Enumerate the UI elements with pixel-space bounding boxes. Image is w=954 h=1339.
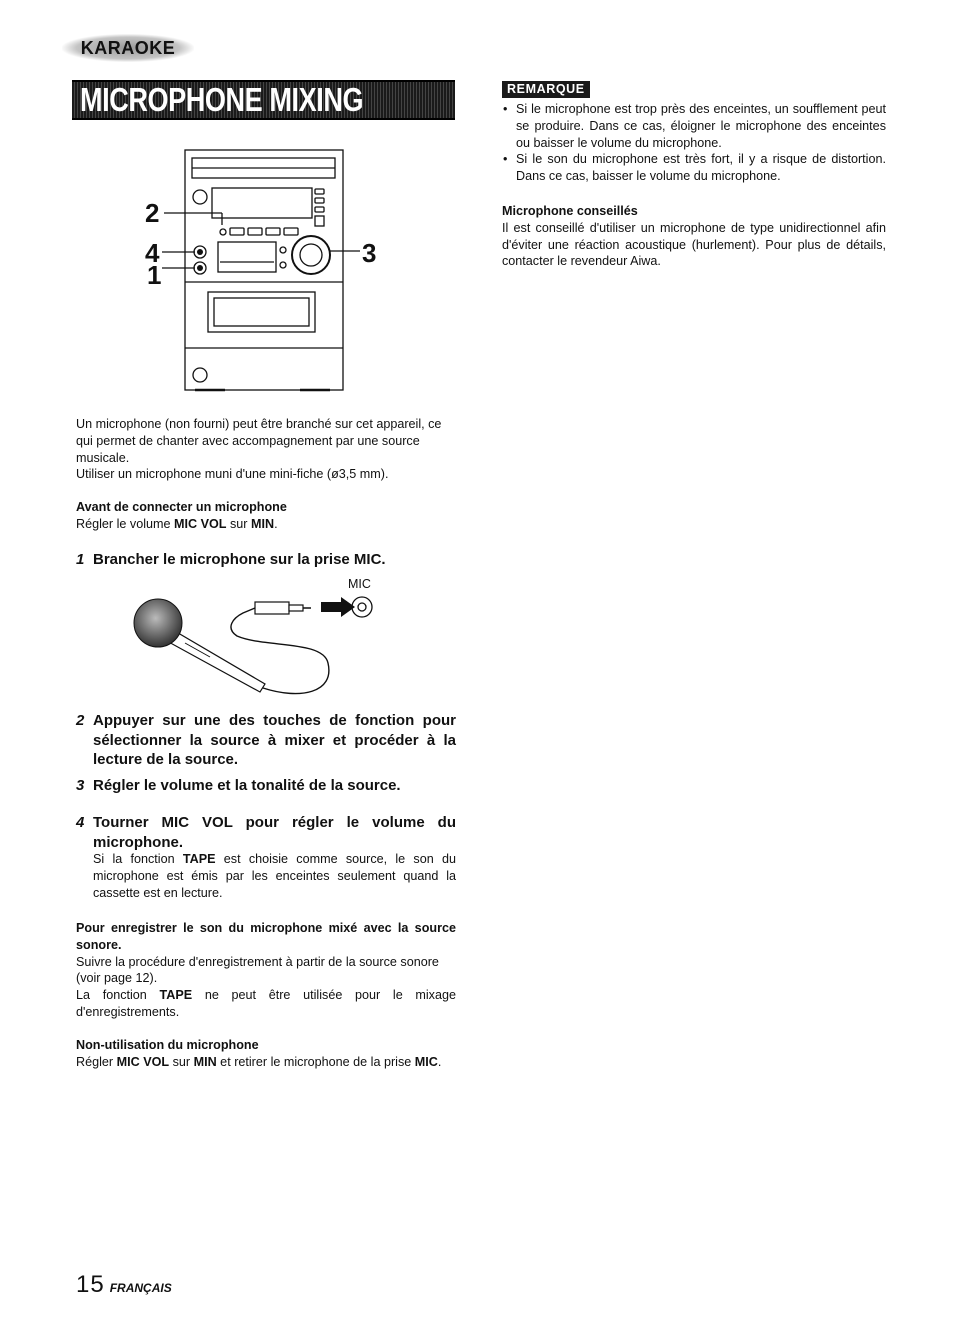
callout-2: 2 [145,198,160,228]
section-tag: KARAOKE [62,34,194,62]
cassette-deck [218,242,276,272]
mic-grille [134,599,182,647]
display-window [212,188,312,218]
record-heading: Pour enregistrer le son du microphone mixé avec la source sonore. [76,921,456,952]
power-button [193,190,207,204]
page-number: 15 [76,1271,105,1298]
language-label: FRANÇAIS [109,1281,172,1295]
callout-3: 3 [362,238,377,268]
callout-4: 4 [145,238,160,268]
intro-paragraph: Un microphone (non fourni) peut être branché sur cet appareil, ce qui permet de chanter avec accompagnement par une source musicale. [76,417,442,465]
unit-body [185,150,343,390]
title-bar [72,80,455,120]
recommended-heading: Microphone conseillés [502,204,638,218]
page-footer [76,1271,172,1299]
record-procedure: Suivre la procédure d'enregistrement à partir de la source sonore (voir page 12). [76,954,439,986]
arrow-icon [321,597,355,617]
step-3: 3 Régler le volume et la tonalité de la source. [76,777,401,794]
step-1: 1 Brancher le microphone sur la prise MIC. [76,551,386,568]
remarque-notes [502,101,886,185]
no-use-text: Régler MIC VOL sur MIN et retirer le microphone de la prise MIC. [76,1054,442,1069]
recommended-text: Il est conseillé d'utiliser un microphone de type unidirectionnel afin d'éviter une réaction acoustique (hurlement). Pour plus de détails, contacter le revendeur Aiwa. [502,220,886,269]
mini-plug [255,602,289,614]
stereo-unit-figure [140,140,390,395]
step-2: 2 Appuyer sur une des touches de fonction pour sélectionner la source à mixer et procéder à la lecture de la source. [76,712,456,768]
page-title: MICROPHONE MIXING [80,81,364,118]
remarque-note-1: • Si le microphone est trop près des enceintes, un soufflement peut se produire. Dans ce cas, éloigner le microphone des enceintes ou baisser le volume du microphone. [502,101,886,151]
remarque-label: REMARQUE [502,81,590,98]
step-4-note: Si la fonction TAPE est choisie comme source, le son du microphone est émis par les enceintes seulement quand la cassette est en lecture. [93,852,456,900]
record-tape-note: La fonction TAPE ne peut être utilisée pour le mixage d'enregistrements. [76,988,456,1019]
step-4: 4 Tourner MIC VOL pour régler le volume du microphone. [76,814,456,851]
mic-jack-label: MIC [348,577,371,591]
remarque-note-2: • Si le son du microphone est très fort, il y a risque de distortion. Dans ce cas, baisser le volume du microphone. [502,151,886,185]
before-connect-heading: Avant de connecter un microphone [76,500,287,514]
microphone-figure [125,588,385,703]
before-connect-text: Régler le volume MIC VOL sur MIN. [76,516,278,531]
intro-plug-note: Utiliser un microphone muni d'une mini-fiche (ø3,5 mm). [76,467,389,482]
callout-1: 1 [147,260,162,290]
no-use-heading: Non-utilisation du microphone [76,1038,259,1052]
volume-dial [292,236,330,274]
